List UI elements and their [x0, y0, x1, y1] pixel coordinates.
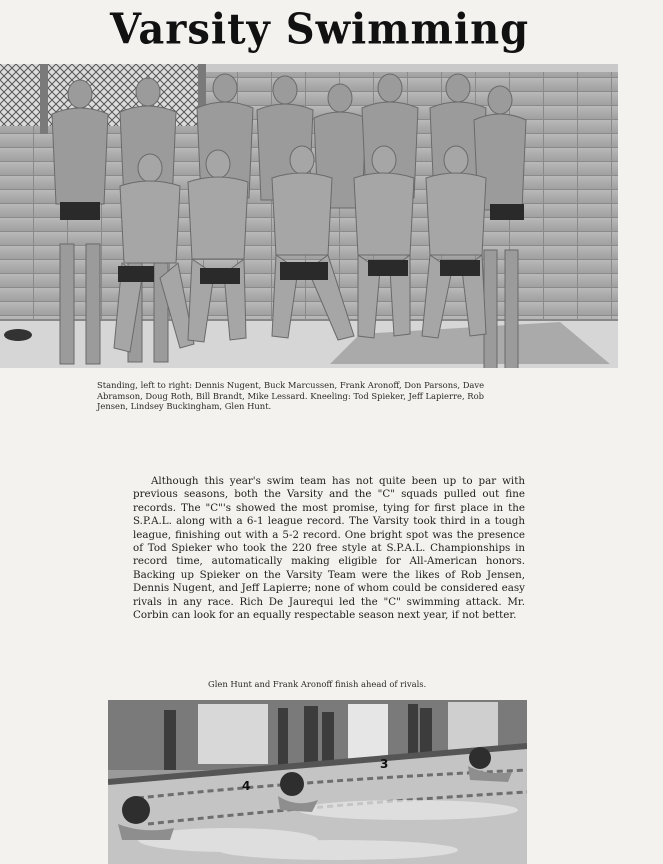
race-photo-illustration [108, 700, 527, 864]
lane-number-right: 3 [380, 757, 389, 771]
team-photo [0, 64, 618, 368]
team-photo-caption: Standing, left to right: Dennis Nugent, Buck Marcussen, Frank Aronoff, Don Parsons, Dave Abramson, Doug Roth, Bill Brandt, Mike Lessard. Kneeling: Tod Spieker, Jeff Lapierre, Rob Jensen, Lindsey Buckingham, Glen Hunt. [97, 380, 485, 412]
race-photo-caption: Glen Hunt and Frank Aronoff finish ahead of rivals. [208, 679, 427, 689]
team-photo-illustration [0, 64, 618, 368]
race-photo [108, 700, 527, 864]
lane-number-left: 4 [242, 779, 251, 793]
article-paragraph: Although this year's swim team has not quite been up to par with previous seasons, both the Varsity and the "C" squads pulled out fine records. The "C"'s showed the most promise, tying for first place in the S.P.A.L. along with a 6-1 league record. The Varsity took third in a tough league, finishing out with a 5-2 record. One bright spot was the presence of Tod Spieker who took the 220 free style at S.P.A.L. Championships in record time, automatically making eligible for All-American honors. Backing up Spieker on the Varsity Team were the likes of Rob Jensen, Dennis Nugent, and Jeff Lapierre; none of whom could be considered easy rivals in any race. Rich De Jaurequi led the "C" swimming attack. Mr. Corbin can look for an equally respectable season next year, if not better. [133, 475, 525, 622]
page-title: Varsity Swimming [110, 4, 530, 55]
